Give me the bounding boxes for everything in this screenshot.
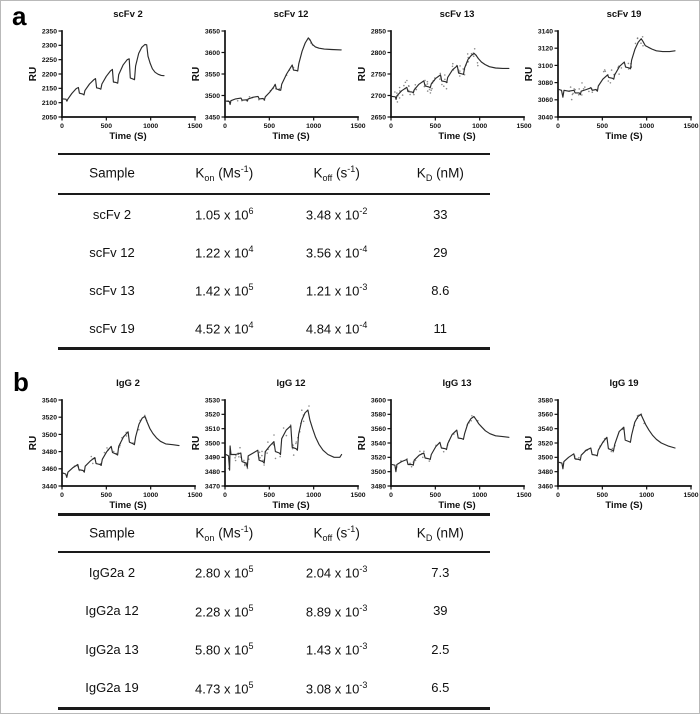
svg-text:500: 500 — [429, 123, 442, 130]
sample-cell: scFv 2 — [92, 206, 132, 222]
svg-text:3500: 3500 — [537, 454, 553, 462]
kd-cell: 7.3 — [431, 564, 450, 580]
sensorgram-igg-12 — [186, 374, 366, 522]
svg-text:1500: 1500 — [187, 492, 203, 499]
svg-text:2700: 2700 — [370, 92, 386, 100]
svg-text:1000: 1000 — [639, 123, 655, 130]
svg-text:RU: RU — [191, 435, 202, 451]
svg-text:1500: 1500 — [350, 123, 366, 130]
sensorgram-scfv-12 — [186, 5, 366, 153]
svg-text:RU: RU — [28, 66, 39, 82]
koff-cell: 3.48 x $10^{-2}$ — [305, 205, 368, 223]
svg-text:500: 500 — [263, 492, 276, 499]
svg-text:RU: RU — [28, 435, 39, 451]
svg-text:1000: 1000 — [143, 492, 159, 499]
svg-text:500: 500 — [596, 492, 609, 499]
svg-text:scFv 13: scFv 13 — [439, 9, 475, 20]
svg-text:2250: 2250 — [41, 57, 57, 65]
svg-text:1500: 1500 — [516, 123, 532, 130]
sample-cell: IgG2a 12 — [85, 603, 139, 619]
svg-text:0: 0 — [223, 492, 227, 499]
svg-text:Time (S): Time (S) — [272, 131, 310, 142]
table-row — [58, 233, 490, 271]
svg-text:Time (S): Time (S) — [605, 131, 643, 142]
svg-text:3580: 3580 — [370, 411, 386, 419]
svg-text:3120: 3120 — [537, 45, 553, 53]
table-row — [58, 195, 490, 233]
svg-text:3550: 3550 — [204, 71, 220, 79]
svg-text:RU: RU — [357, 66, 368, 82]
svg-text:2350: 2350 — [41, 28, 57, 36]
koff-cell: 1.21 x $10^{-3}$ — [305, 281, 368, 299]
svg-text:1000: 1000 — [306, 492, 322, 499]
svg-text:500: 500 — [429, 492, 442, 499]
panel-label-a: a — [12, 1, 27, 31]
table-header-row — [58, 155, 490, 195]
sample-cell: scFv 19 — [89, 320, 135, 336]
sample-cell: IgG2a 19 — [85, 680, 139, 696]
svg-text:IgG 13: IgG 13 — [442, 378, 472, 389]
svg-text:2650: 2650 — [370, 114, 386, 122]
svg-text:3480: 3480 — [537, 469, 553, 477]
svg-text:500: 500 — [263, 123, 276, 130]
sample-cell: IgG2a 13 — [85, 641, 139, 657]
kon-cell: 4.73 x $10^5$ — [195, 679, 254, 696]
svg-text:3520: 3520 — [537, 440, 553, 448]
col-header-kon: $K_{on}$ $(Ms^{-1})$ — [195, 523, 254, 544]
svg-text:Time (S): Time (S) — [438, 131, 476, 142]
svg-text:3460: 3460 — [537, 483, 553, 491]
svg-text:2200: 2200 — [41, 71, 57, 79]
koff-cell: 3.56 x $10^{-4}$ — [305, 243, 368, 261]
svg-text:3530: 3530 — [204, 397, 220, 405]
svg-text:3470: 3470 — [204, 483, 220, 491]
svg-text:0: 0 — [60, 123, 64, 130]
svg-text:2750: 2750 — [370, 71, 386, 79]
table-header-row — [58, 516, 490, 553]
svg-text:RU: RU — [357, 435, 368, 451]
svg-text:IgG 2: IgG 2 — [116, 378, 140, 389]
svg-text:3520: 3520 — [370, 454, 386, 462]
svg-text:Time (S): Time (S) — [438, 500, 476, 511]
svg-text:3580: 3580 — [537, 397, 553, 405]
svg-text:1000: 1000 — [472, 492, 488, 499]
table-row — [58, 309, 490, 347]
sensorgram-scfv-13 — [352, 5, 532, 153]
svg-text:0: 0 — [223, 123, 227, 130]
kd-cell: 29 — [433, 244, 448, 260]
svg-text:500: 500 — [596, 123, 609, 130]
table-row — [58, 669, 490, 708]
sample-cell: IgG2a 2 — [88, 564, 136, 580]
svg-text:3480: 3480 — [204, 469, 220, 477]
table-row — [58, 630, 490, 669]
svg-text:Time (S): Time (S) — [109, 500, 147, 511]
kd-cell: 8.6 — [431, 282, 450, 298]
sample-cell: scFv 13 — [89, 282, 135, 298]
kd-cell: 33 — [433, 206, 448, 222]
svg-text:3560: 3560 — [537, 411, 553, 419]
svg-text:1500: 1500 — [350, 492, 366, 499]
svg-text:1500: 1500 — [683, 123, 699, 130]
svg-text:3480: 3480 — [41, 449, 57, 456]
svg-text:1000: 1000 — [639, 492, 655, 499]
svg-text:3040: 3040 — [537, 114, 553, 122]
col-header-kd: $K_D$ (nM) — [416, 525, 464, 544]
svg-text:3500: 3500 — [204, 440, 220, 448]
table-row — [58, 592, 490, 631]
col-header-koff: $K_{off}$ $(s^{-1})$ — [313, 523, 360, 544]
svg-text:RU: RU — [524, 66, 535, 82]
svg-text:2150: 2150 — [41, 85, 57, 93]
col-header-kon: $K_{on}$ $(Ms^{-1})$ — [195, 164, 254, 184]
svg-text:1000: 1000 — [143, 123, 159, 130]
svg-text:500: 500 — [100, 123, 113, 130]
koff-cell: 3.08 x $10^{-3}$ — [305, 679, 368, 696]
kd-cell: 11 — [433, 320, 448, 336]
svg-text:scFv 2: scFv 2 — [113, 9, 143, 20]
svg-text:RU: RU — [524, 435, 535, 451]
svg-text:1500: 1500 — [683, 492, 699, 499]
svg-text:3480: 3480 — [370, 483, 386, 491]
col-header-koff: $K_{off}$ $(s^{-1})$ — [313, 164, 360, 184]
svg-text:2050: 2050 — [41, 114, 57, 122]
table-row — [58, 271, 490, 309]
svg-text:1000: 1000 — [472, 123, 488, 130]
col-header-kd: $K_D$ (nM) — [416, 165, 464, 184]
col-header-sample: Sample — [89, 525, 135, 541]
svg-text:3540: 3540 — [537, 426, 553, 434]
svg-text:3600: 3600 — [370, 397, 386, 405]
svg-text:0: 0 — [389, 123, 393, 130]
koff-cell: 4.84 x $10^{-4}$ — [305, 319, 368, 337]
svg-text:3460: 3460 — [41, 466, 57, 474]
svg-text:0: 0 — [556, 123, 560, 130]
kd-cell: 39 — [433, 603, 448, 619]
table-row — [58, 553, 490, 592]
koff-cell: 2.04 x $10^{-3}$ — [305, 564, 368, 581]
svg-text:Time (S): Time (S) — [605, 500, 643, 511]
kd-cell: 2.5 — [431, 641, 450, 657]
svg-text:RU: RU — [191, 66, 202, 82]
svg-text:3140: 3140 — [537, 28, 553, 36]
kon-cell: 2.28 x $10^5$ — [195, 602, 254, 619]
sensorgram-igg-19 — [519, 374, 699, 522]
svg-text:Time (S): Time (S) — [272, 500, 310, 511]
kon-cell: 4.52 x $10^4$ — [195, 319, 254, 337]
svg-text:IgG 19: IgG 19 — [609, 378, 639, 389]
svg-text:IgG 12: IgG 12 — [276, 378, 306, 389]
kd-cell: 6.5 — [431, 680, 450, 696]
svg-text:3440: 3440 — [41, 483, 57, 491]
svg-text:3540: 3540 — [370, 440, 386, 448]
koff-cell: 1.43 x $10^{-3}$ — [305, 641, 368, 658]
kinetics-table-scfv — [58, 153, 490, 350]
svg-text:scFv 12: scFv 12 — [273, 9, 309, 20]
svg-text:1500: 1500 — [516, 492, 532, 499]
panel-label-b: b — [13, 367, 29, 397]
kon-cell: 1.05 x $10^6$ — [195, 205, 254, 223]
svg-text:3100: 3100 — [537, 62, 553, 70]
kinetics-table-igg — [58, 513, 490, 710]
svg-text:3520: 3520 — [41, 414, 57, 422]
svg-text:2850: 2850 — [370, 28, 386, 36]
svg-text:3490: 3490 — [204, 454, 220, 462]
svg-text:3650: 3650 — [204, 28, 220, 36]
col-header-sample: Sample — [89, 165, 135, 181]
sensorgram-igg-13 — [352, 374, 532, 522]
kon-cell: 1.22 x $10^4$ — [195, 243, 254, 261]
svg-text:3450: 3450 — [204, 114, 220, 122]
sensorgram-scfv-2 — [23, 5, 203, 153]
svg-text:2800: 2800 — [370, 49, 386, 57]
svg-text:0: 0 — [556, 492, 560, 499]
kon-cell: 2.80 x $10^5$ — [195, 564, 254, 581]
svg-text:1000: 1000 — [306, 123, 322, 130]
svg-text:3540: 3540 — [41, 397, 57, 405]
svg-text:3500: 3500 — [370, 469, 386, 477]
svg-text:3600: 3600 — [204, 49, 220, 57]
svg-text:0: 0 — [60, 492, 64, 499]
svg-text:0: 0 — [389, 492, 393, 499]
sensorgram-scfv-19 — [519, 5, 699, 153]
svg-text:3510: 3510 — [204, 426, 220, 434]
sensorgram-igg-2 — [23, 374, 203, 522]
svg-text:Time (S): Time (S) — [109, 131, 147, 142]
svg-text:scFv 19: scFv 19 — [606, 9, 642, 20]
svg-text:3500: 3500 — [204, 92, 220, 100]
kon-cell: 1.42 x $10^5$ — [195, 281, 254, 299]
svg-text:500: 500 — [100, 492, 113, 499]
sample-cell: scFv 12 — [89, 244, 135, 260]
svg-text:2100: 2100 — [41, 100, 57, 108]
svg-text:3080: 3080 — [537, 80, 553, 87]
svg-text:2300: 2300 — [41, 42, 57, 50]
svg-text:3060: 3060 — [537, 97, 553, 105]
koff-cell: 8.89 x $10^{-3}$ — [305, 602, 368, 619]
svg-text:1500: 1500 — [187, 123, 203, 130]
svg-text:3500: 3500 — [41, 431, 57, 439]
svg-text:3560: 3560 — [370, 426, 386, 434]
svg-text:3520: 3520 — [204, 411, 220, 419]
kon-cell: 5.80 x $10^5$ — [195, 641, 254, 658]
